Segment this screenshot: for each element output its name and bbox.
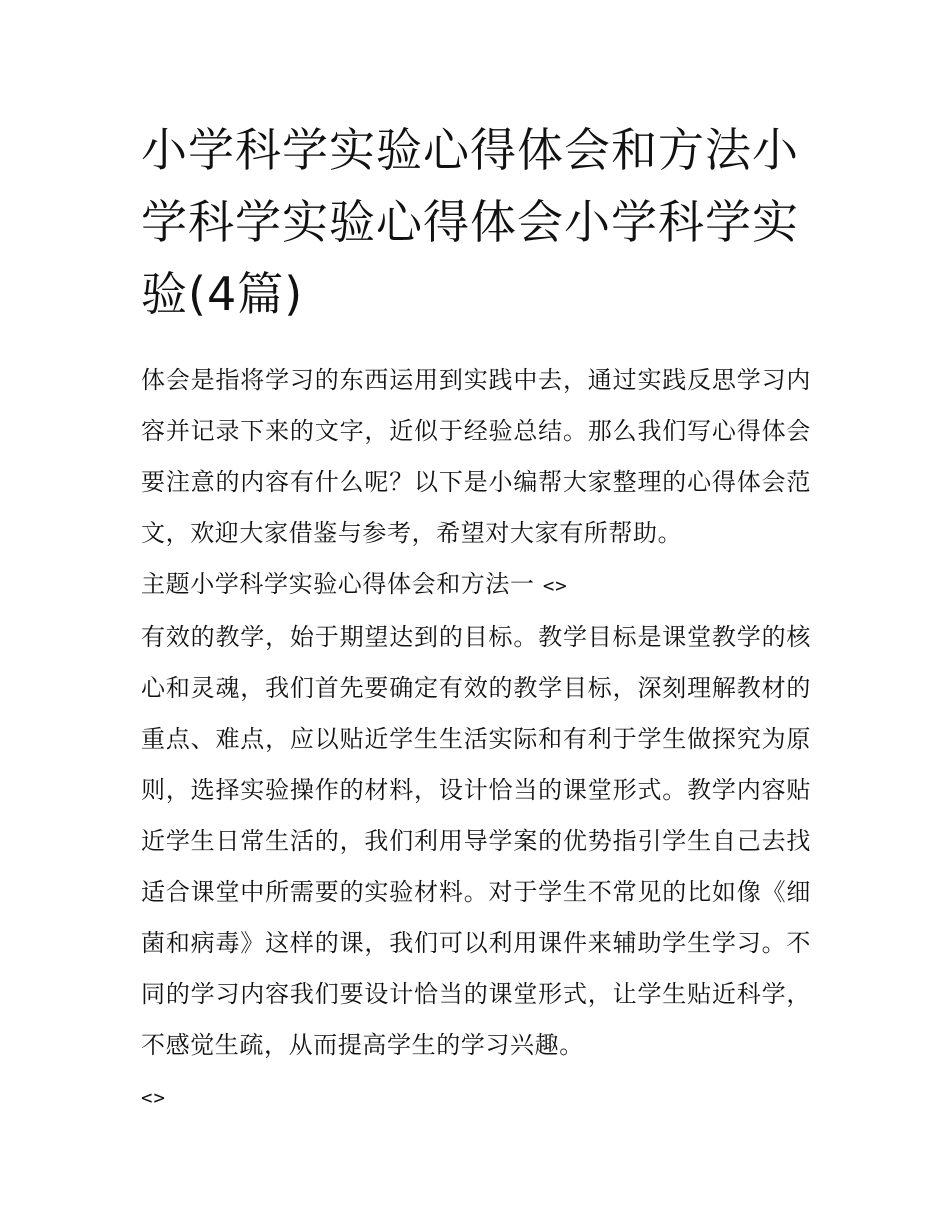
end-marker: <>	[141, 1087, 166, 1109]
document-title: 小学科学实验心得体会和方法小学科学实验心得体会小学科学实验(4篇)	[141, 123, 799, 321]
section-heading-text: 主题小学科学实验心得体会和方法一	[141, 570, 535, 598]
document-body	[141, 355, 811, 1124]
section-paragraph: 有效的教学，始于期望达到的目标。教学目标是课堂教学的核心和灵魂，我们首先要确定有效的教学目标，深刻理解教材的重点、难点，应以贴近学生生活实际和有利于学生做探究为原则，选择实验操作的材料，设计恰当的课堂形式。教学内容贴近学生日常生活的，我们利用导学案的优势指引学生自己去找适合课堂中所需要的实验材料。对于学生不常见的比如像《细菌和病毒》这样的课，我们可以利用课件来辅助学生学习。不同的学习内容我们要设计恰当的课堂形式，让学生贴近科学，不感觉生疏，从而提高学生的学习兴趣。	[141, 623, 811, 1059]
section-heading	[141, 559, 811, 612]
end-marker-line	[141, 1071, 811, 1124]
intro-paragraph: 体会是指将学习的东西运用到实践中去，通过实践反思学习内容并记录下来的文字，近似于经验总结。那么我们写心得体会要注意的内容有什么呢？以下是小编帮大家整理的心得体会范文，欢迎大家借鉴与参考，希望对大家有所帮助。	[141, 366, 811, 547]
section-heading-marker: <>	[542, 575, 568, 597]
